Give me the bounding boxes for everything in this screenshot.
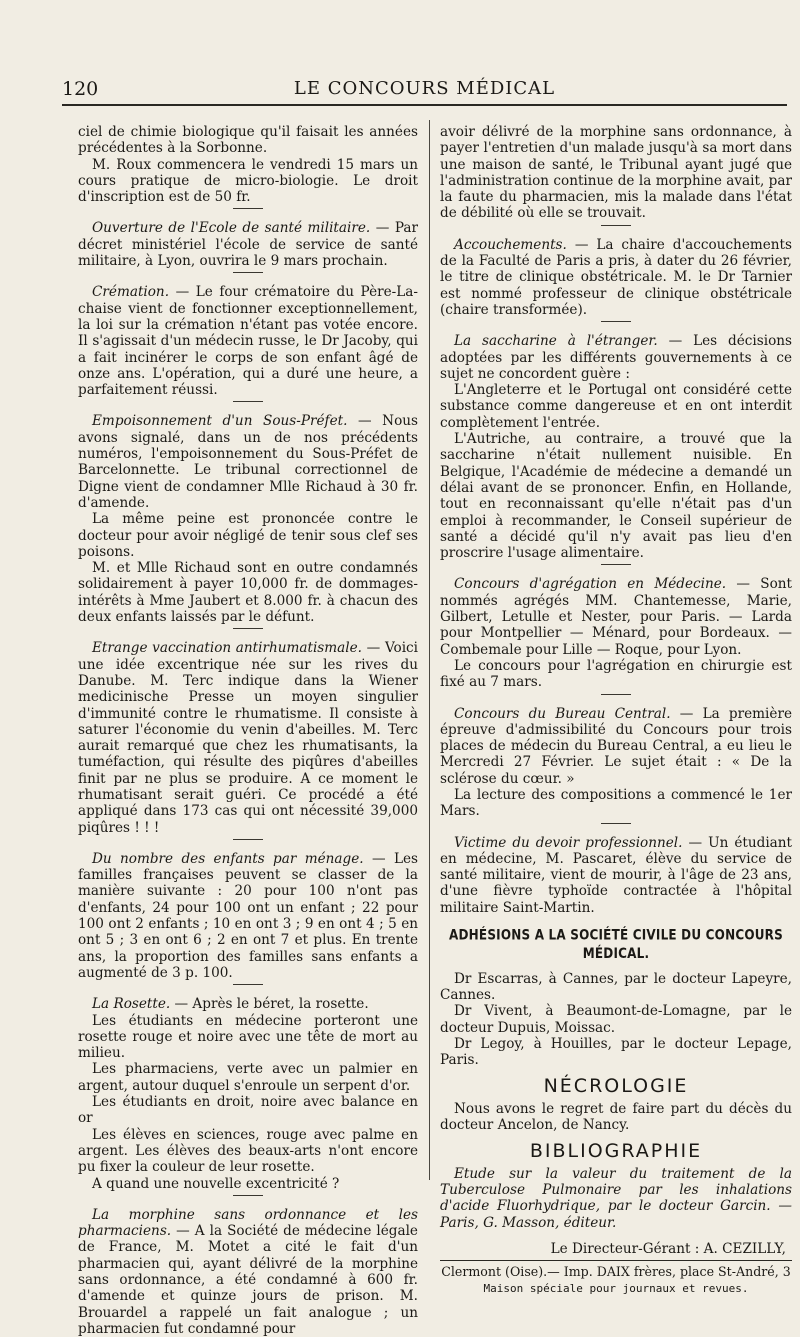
article-heading: Crémation.	[92, 284, 170, 301]
article-accouchements	[440, 237, 792, 318]
separator-rule	[233, 401, 263, 402]
article-text: L'Angleterre et le Portugal ont considéré cette substance comme dangereuse et en ont interdit complètement l'entrée.	[440, 382, 792, 431]
header-rule	[62, 104, 787, 106]
article-text: — La chaire d'accouchements de la Faculté de Paris a pris, à dater du 26 février, le titre de clinique obstétricale. M. le Dr Tarnier est nommé professeur de clinique obstétricale (chaire transformée).	[440, 236, 792, 318]
article-saccharine	[440, 333, 792, 561]
separator-rule	[233, 208, 263, 209]
page-number: 120	[62, 78, 99, 100]
separator-rule	[233, 1195, 263, 1196]
article-heading: La morphine sans ordonnance et les pharmaciens.	[78, 1206, 418, 1240]
article-text: La même peine est prononcée contre le docteur pour avoir négligé de tenir sous clef ses poisons.	[78, 511, 418, 560]
article-ecole-sante	[78, 220, 418, 269]
article-text: M. et Mlle Richaud sont en outre condamnés solidairement à payer 10,000 fr. de dommages-intérêts à Mme Jaubert et 8.000 fr. à chacun des deux enfants laissés par le défunt.	[78, 560, 418, 626]
article-morphine	[78, 1207, 418, 1337]
article-text: — La première épreuve d'admissibilité du Concours pour trois places de médecin du Bureau Central, a eu lieu le Mercredi 27 Février. Le sujet était : « De la sclérose du cœur. »	[440, 705, 792, 787]
article-heading: Concours du Bureau Central.	[454, 705, 671, 722]
imprint-line: Clermont (Oise).— Imp. DAIX frères, place St-André, 3	[441, 1264, 791, 1280]
article-heading: Du nombre des enfants par ménage.	[92, 850, 364, 867]
separator-rule	[601, 564, 631, 565]
footer-rule	[440, 1260, 792, 1261]
article-bureau-central	[440, 706, 792, 820]
article-text: — Après le béret, la rosette.	[174, 996, 369, 1013]
separator-rule	[601, 823, 631, 824]
article-agregation	[440, 576, 792, 690]
intro-paragraph: ciel de chimie biologique qu'il faisait les années précédentes à la Sorbonne.	[78, 124, 418, 157]
article-heading: Accouchements.	[454, 236, 567, 253]
adhesion-entry: Dr Vivent, à Beaumont-de-Lomagne, par le docteur Dupuis, Moissac.	[440, 1003, 792, 1036]
article-text: — Nous avons signalé, dans un de nos précédents numéros, l'empoisonnement du Sous-Préfet de Barcelonnette. Le tribunal correctionnel de Digne vient de condamner Mlle Richaud à 30 fr. d'amende.	[78, 413, 418, 511]
article-text: Le concours pour l'agrégation en chirurgie est fixé au 7 mars.	[440, 657, 792, 691]
article-text: — Voici une idée excentrique née sur les rives du Danube. M. Terc indique dans la Wiener medicinische Presse un moyen singulier d'immunité contre le rhumatisme. Il consiste à saturer l'économie du venin d'abeilles. M. Terc aurait remarqué que chez les rhumatisants, la tuméfaction, qui résulte des piqûres d'abeilles finit par ne plus se produire. A ce moment le rhumatisant serait guéri. Ce procédé a été appliqué dans 173 cas qui ont nécessité 39,000 piqûres ! ! !	[78, 640, 418, 836]
article-empoisonnement	[78, 413, 418, 625]
article-text: — Les décisions adoptées par les différents gouvernements à ce sujet ne concordent guère :	[440, 333, 792, 382]
article-cremation	[78, 284, 418, 398]
article-enfants	[78, 851, 418, 981]
continuation-paragraph: avoir délivré de la morphine sans ordonnance, à payer l'entretien d'un malade jusqu'à sa mort dans une maison de santé, le Tribunal ayant jugé que l'administration continue de la morphine avait, par la faute du pharmacien, mis la malade dans l'état de débilité où elle se trouvait.	[440, 124, 792, 222]
left-column	[78, 124, 418, 1337]
article-text: — Un étudiant en médecine, M. Pascaret, élève du service de santé militaire, vient de mourir, à l'âge de 23 ans, d'une fièvre typhoïde contractée à l'hôpital militaire Saint-Martin.	[440, 834, 792, 916]
page-header	[62, 76, 787, 102]
article-heading: Etrange vaccination antirhumatismale.	[92, 640, 362, 657]
column-divider	[429, 120, 430, 1180]
article-heading: La Rosette.	[92, 996, 171, 1013]
separator-rule	[601, 321, 631, 322]
article-heading: Victime du devoir professionnel.	[454, 834, 683, 851]
article-text: Les élèves en sciences, rouge avec palme en argent. Les élèves des beaux-arts n'ont encore pu fixer la couleur de leur rosette.	[78, 1126, 418, 1176]
separator-rule	[601, 694, 631, 695]
adhesion-entry: Dr Escarras, à Cannes, par le docteur Lapeyre, Cannes.	[440, 970, 792, 1003]
separator-rule	[233, 272, 263, 273]
article-text: — Par décret ministériel l'école de service de santé militaire, à Lyon, ouvrira le 9 mars prochain.	[78, 220, 418, 270]
article-heading: La saccharine à l'étranger.	[454, 333, 658, 350]
imprint-subline: Maison spéciale pour journaux et revues.	[483, 1282, 749, 1296]
article-text: Les étudiants en médecine porteront une rosette rouge et noire avec une tête de mort au milieu.	[78, 1012, 418, 1062]
article-victime	[440, 835, 792, 916]
necrologie-title: NÉCROLOGIE	[543, 1075, 689, 1098]
article-text: Les étudiants en droit, noire avec balance en or	[78, 1094, 418, 1127]
bibliographie-title: BIBLIOGRAPHIE	[529, 1140, 703, 1163]
adhesions-title: ADHÉSIONS A LA SOCIÉTÉ CIVILE DU CONCOURS MÉDICAL.	[449, 926, 783, 962]
article-text: — Les familles françaises peuvent se classer de la manière suivante : 20 pour 100 n'ont pas d'enfants, 24 pour 100 ont un enfant ; 22 pour 100 ont 2 enfants ; 10 en ont 3 ; 9 en ont 4 ; 5 en ont 5 ; 3 en ont 6 ; 2 en ont 7 et plus. En trente ans, la proportion des familles sans enfants a augmenté de 3 p. 100.	[78, 850, 418, 981]
right-column	[440, 124, 792, 1298]
separator-rule	[601, 225, 631, 226]
intro-paragraph: M. Roux commencera le vendredi 15 mars un cours pratique de micro-biologie. Le droit d'inscription est de 50 fr.	[78, 156, 418, 206]
separator-rule	[233, 984, 263, 985]
bibliographie-text: Etude sur la valeur du traitement de la Tuberculose Pulmonaire par les inhalations d'acide Fluorhydrique, par le docteur Garcin. — Paris, G. Masson, éditeur.	[440, 1165, 792, 1231]
directeur-gerant: Le Directeur-Gérant : A. CEZILLY,	[550, 1240, 786, 1257]
article-heading: Empoisonnement d'un Sous-Préfet.	[92, 413, 348, 430]
article-text: L'Autriche, au contraire, a trouvé que la saccharine n'était nullement nuisible. En Belgique, l'Académie de médecine a demandé un délai avant de se prononcer. Enfin, en Hollande, tout en reconnaissant qu'elle n'était pas d'un emploi à recommander, le Conseil supérieur de santé a décidé qu'il n'y avait pas lieu d'en proscrire l'usage alimentaire.	[440, 431, 792, 562]
adhesion-entry: Dr Legoy, à Houilles, par le docteur Lepage, Paris.	[440, 1035, 792, 1069]
article-rosette	[78, 996, 418, 1192]
necrologie-text: Nous avons le regret de faire part du décès du docteur Ancelon, de Nancy.	[440, 1100, 792, 1134]
running-title: LE CONCOURS MÉDICAL	[293, 78, 556, 99]
article-text: — Sont nommés agrégés MM. Chantemesse, Marie, Gilbert, Letulle et Nester, pour Paris. — Larda pour Montpellier — Ménard, pour Bordeaux. — Combemale pour Lille — Roque, pour Lyon.	[440, 576, 792, 658]
article-text: — A la Société de médecine légale de France, M. Motet a cité le fait d'un pharmacien qui, ayant délivré de la morphine sans ordonnance, a été condamné à 600 fr. d'amende et quinze jours de prison. M. Brouardel a rappelé un fait analogue ; un pharmacien fut condamné pour	[78, 1223, 418, 1337]
separator-rule	[233, 628, 263, 629]
article-vaccination	[78, 640, 418, 836]
separator-rule	[233, 839, 263, 840]
article-text: La lecture des compositions a commencé le 1er Mars.	[440, 786, 792, 820]
article-heading: Ouverture de l'Ecole de santé militaire.	[92, 220, 371, 237]
article-text: — Le four crématoire du Père-La-chaise vient de fonctionner exceptionnellement, la loi sur la crémation n'étant pas votée encore. Il s'agissait d'un médecin russe, le Dr Jacoby, qui a fait incinérer le corps de son enfant âgé de onze ans. L'opération, qui a duré une heure, a parfaitement réussi.	[78, 284, 418, 399]
article-heading: Concours d'agrégation en Médecine.	[454, 576, 727, 593]
article-text: A quand une nouvelle excentricité ?	[92, 1175, 340, 1192]
article-text: Les pharmaciens, verte avec un palmier en argent, autour duquel s'enroule un serpent d'or.	[78, 1061, 418, 1094]
